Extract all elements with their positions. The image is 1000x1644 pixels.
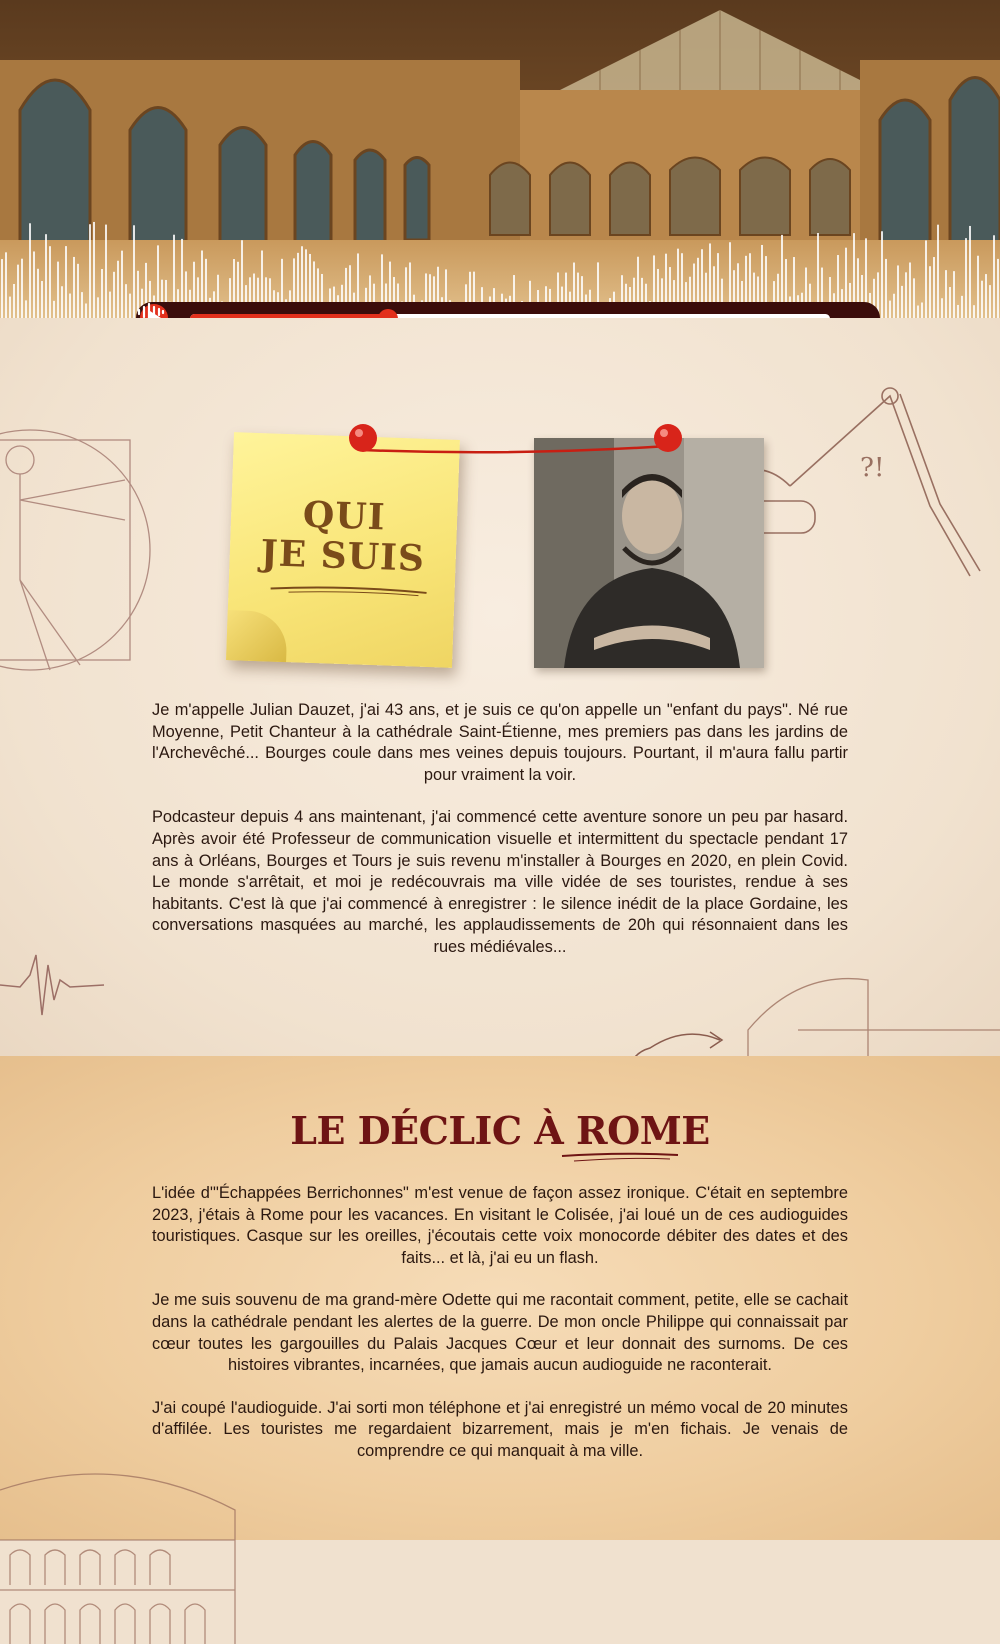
note-title (229, 492, 458, 580)
soundwave-icon[interactable] (136, 302, 166, 318)
about-paragraph: Podcasteur depuis 4 ans maintenant, j'ai commencé cette aventure sonore un peu par hasard. Après avoir été Professeur de communication visuelle et intermittent du spectacle pendant 17 ans à Orléans, Bourges et Tours je suis revenu m'installer à Bourges en 2020, en plein Covid. Le monde s'arrêtait, et moi je redécouvrais ma ville vidée de ses touristes, rendue à ses habitants. C'est là que j'ai commencé à enregistrer : le silence inédit de la place Gordaine, les conversations masquées au marché, les applaudissements de 20h qui résonnaient dans les rues médiévales... (152, 808, 848, 956)
note-curl (226, 610, 288, 662)
rome-paragraph: Je me suis souvenu de ma grand-mère Odette qui me racontait comment, petite, elle se cachait dans la cathédrale pendant les alertes de la guerre. De mon oncle Philippe qui connaissait par cœur toutes les gargouilles du Palais Jacques Cœur et leur donnait des surnoms. De ces histoires vibrantes, incarnées, que jamais aucun audioguide ne raconterait. (152, 1291, 848, 1375)
progress-handle[interactable] (378, 309, 398, 318)
about-text (152, 700, 848, 980)
pushpin-icon (650, 420, 688, 458)
svg-text:?!: ?! (860, 453, 885, 483)
note-title-line1: QUI (302, 493, 387, 539)
rome-text (152, 1183, 848, 1484)
note-title-line2: JE SUIS (259, 532, 426, 580)
red-string (350, 430, 680, 460)
rome-paragraph: L'idée d'"Échappées Berrichonnes" m'est venue de façon assez ironique. C'était en septembre 2023, j'étais à Rome pour les vacances. En visitant le Colisée, j'ai loué un de ces audioguides touristiques. Casque sur les oreilles, j'écoutais cette voix monocorde débiter des dates et des faits... et là, j'ai eu un flash. (152, 1184, 848, 1267)
note-underline (268, 581, 428, 599)
sticky-note (226, 432, 460, 668)
audio-player (136, 302, 880, 318)
microphone-sketch (730, 376, 1000, 596)
heartbeat-sketch (0, 945, 110, 1025)
vitruvian-man-sketch (0, 420, 160, 690)
portrait-image (534, 438, 764, 668)
rome-paragraph: J'ai coupé l'audioguide. J'ai sorti mon téléphone et j'ai enregistré un mémo vocal de 20 minutes d'affilée. Les touristes me regardaient bizarrement, mais je m'en fichais. Je venais de comprendre ce qui manquait à ma ville. (152, 1398, 848, 1460)
pushpin-icon (345, 420, 383, 458)
title-underline (560, 1150, 680, 1164)
portrait-photo (534, 438, 764, 668)
rome-title: LE DÉCLIC À ROME (290, 1108, 710, 1153)
illustrated-hall-image (0, 0, 1000, 318)
about-paragraph: Je m'appelle Julian Dauzet, j'ai 43 ans, et je suis ce qu'on appelle un "enfant du pays". Né rue Moyenne, Petit Chanteur à la cathédrale Saint-Étienne, mes premiers pas dans les jardins de l'Archevêché... Bourges coule dans mes veines depuis toujours. Pourtant, il m'aura fallu partir pour vraiment la voir. (152, 701, 848, 784)
hero-banner (0, 0, 1000, 318)
